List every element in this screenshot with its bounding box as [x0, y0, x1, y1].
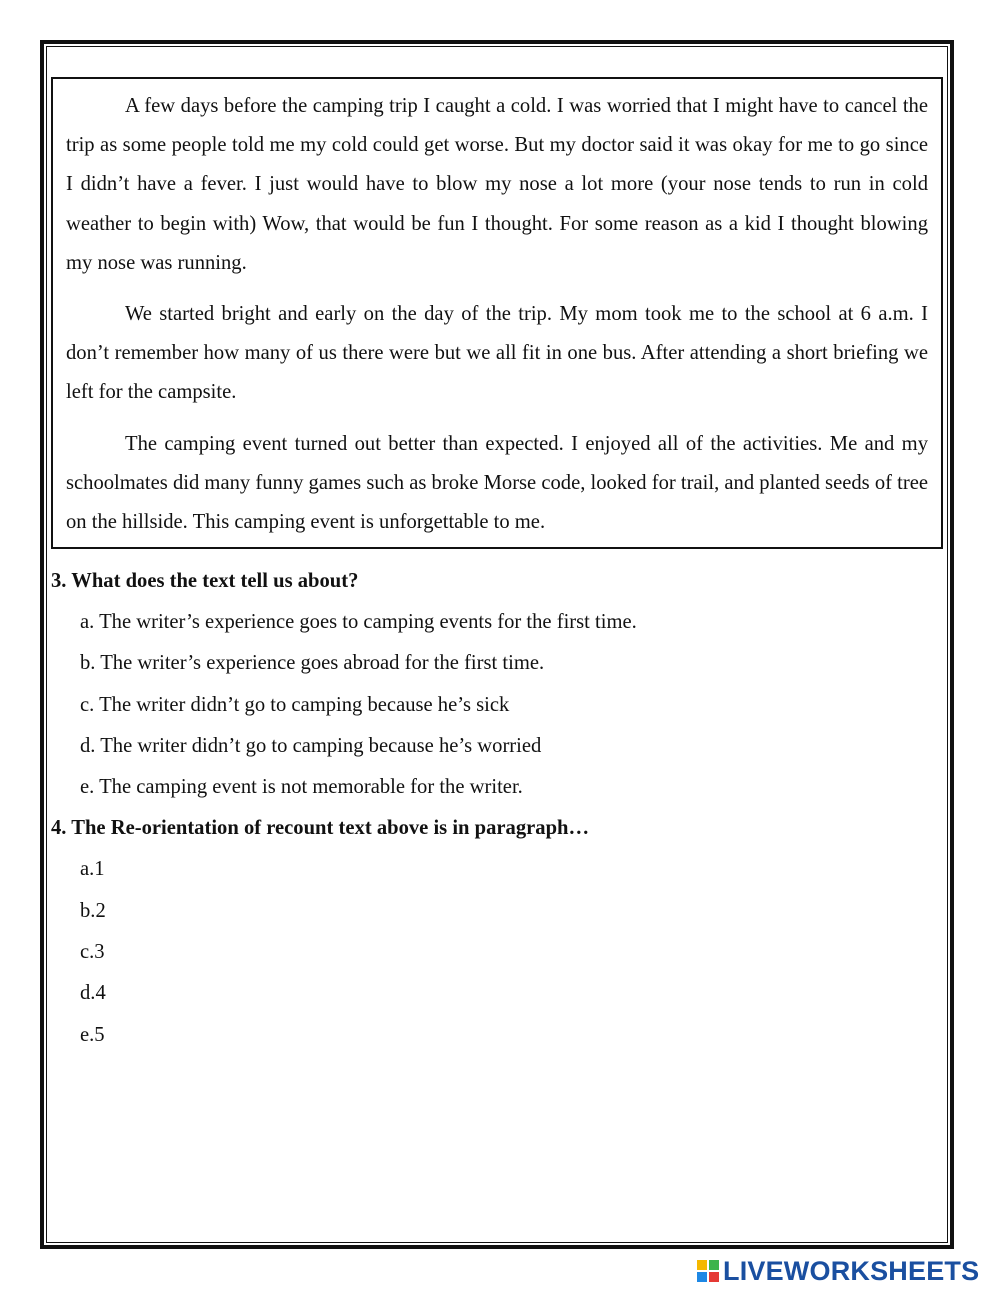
answer-option-d[interactable]: d. The writer didn’t go to camping because he’s worried	[80, 734, 542, 757]
question-4	[51, 808, 931, 1055]
answer-option-b[interactable]: b.2	[80, 899, 106, 922]
answer-option-d[interactable]: d.4	[80, 982, 106, 1005]
answer-option-a[interactable]: a. The writer’s experience goes to camping events for the first time.	[80, 611, 637, 633]
answer-option-e[interactable]: e.5	[80, 1023, 105, 1046]
logo-square-green	[709, 1260, 719, 1270]
liveworksheets-logo[interactable]	[697, 1254, 979, 1288]
question-3	[51, 561, 931, 808]
liveworksheets-logo-icon	[697, 1260, 719, 1282]
logo-square-red	[709, 1272, 719, 1282]
passage-paragraph-1: A few days before the camping trip I caught a cold. I was worried that I might have to cancel the trip as some people told me my cold could get worse. But my doctor said it was okay for me to go since I didn’t have a fever. I just would have to blow my nose a lot more (your nose tends to run in cold weather to begin with) Wow, that would be fun I thought. For some reason as a kid I thought blowing my nose was running.	[66, 95, 928, 274]
answer-option-e[interactable]: e. The camping event is not memorable for the writer.	[80, 776, 523, 799]
answer-option-c[interactable]: c.3	[80, 941, 105, 964]
questions-section	[51, 561, 931, 1056]
passage-paragraph-2: We started bright and early on the day of the trip. My mom took me to the school at 6 a.m. I don’t remember how many of us there were but we all fit in one bus. After attending a short briefing we left for the campsite.	[66, 303, 928, 404]
passage-paragraph-3: The camping event turned out better than expected. I enjoyed all of the activities. Me and my schoolmates did many funny games such as broke Morse code, looked for trail, and planted seeds of tree on the hillside. This camping event is unforgettable to me.	[66, 432, 928, 534]
question-title: 4. The Re-orientation of recount text above is in paragraph…	[51, 817, 590, 840]
logo-wordmark: LIVEWORKSHEETS	[723, 1256, 980, 1286]
question-title: 3. What does the text tell us about?	[51, 570, 359, 592]
answer-option-b[interactable]: b. The writer’s experience goes abroad for the first time.	[80, 652, 545, 675]
logo-square-blue	[697, 1272, 707, 1282]
logo-square-yellow	[697, 1260, 707, 1270]
answer-option-a[interactable]: a.1	[80, 858, 105, 881]
answer-option-c[interactable]: c. The writer didn’t go to camping because he’s sick	[80, 693, 510, 716]
reading-passage-box	[51, 77, 943, 549]
